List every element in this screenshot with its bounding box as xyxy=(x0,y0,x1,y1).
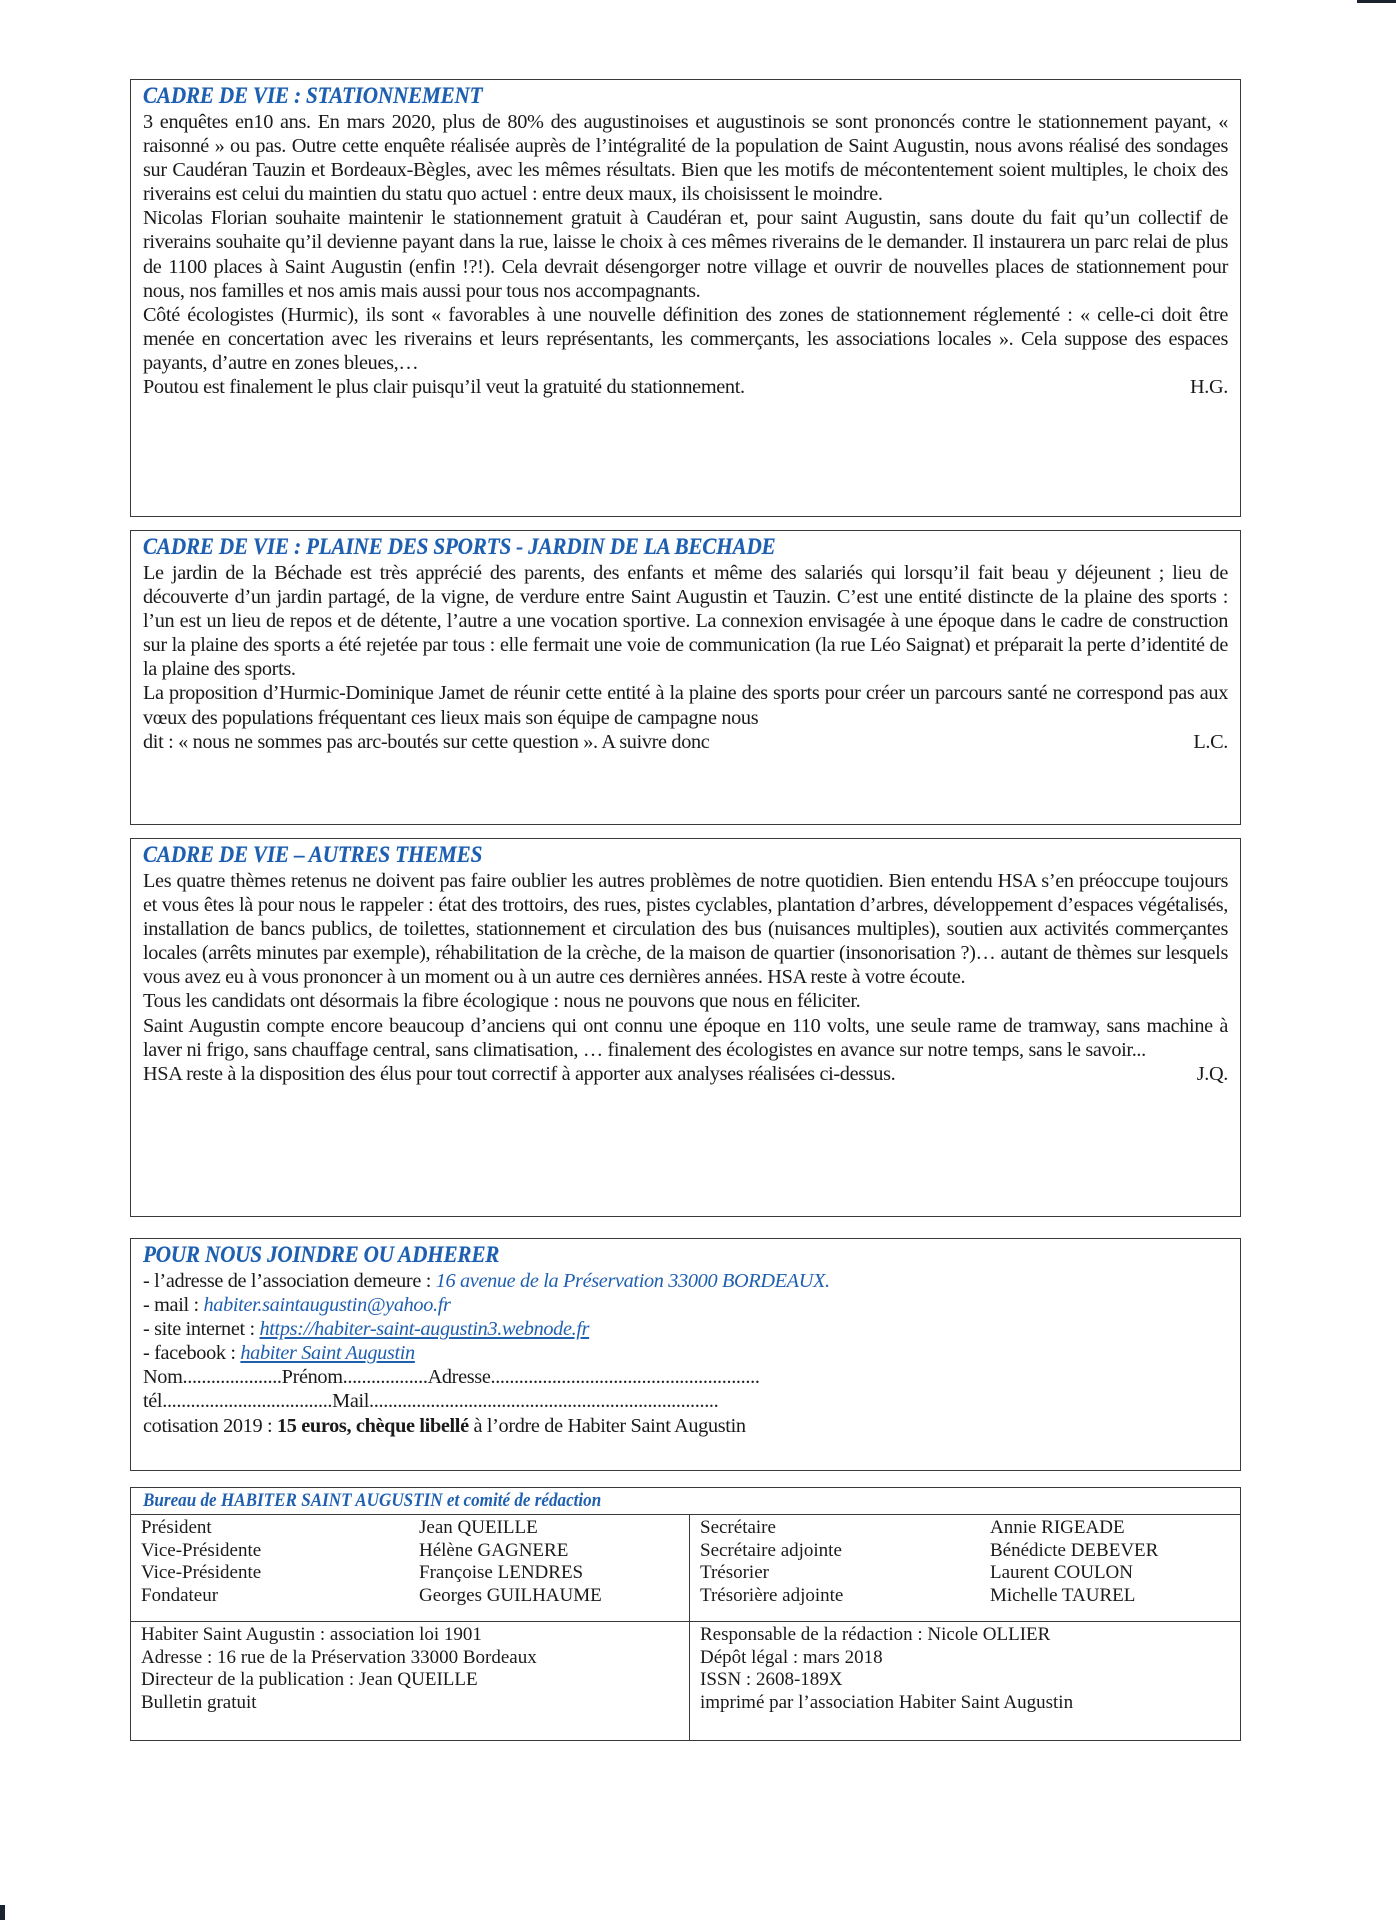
members-section xyxy=(131,1515,1240,1622)
member-row xyxy=(700,1562,1230,1585)
membership-form-line-1: Nom.....................Prénom..................Adresse......................................................... xyxy=(143,1366,760,1389)
bureau-title-text: Bureau de HABITER SAINT AUGUSTIN et comité de rédaction xyxy=(143,1490,602,1511)
closing-line xyxy=(143,730,1228,754)
info-line: Adresse : 16 rue de la Préservation 33000 Bordeaux xyxy=(141,1646,537,1668)
info-line: imprimé par l’association Habiter Saint Augustin xyxy=(700,1691,1074,1713)
section-title: CADRE DE VIE – AUTRES THEMES xyxy=(143,842,483,867)
paragraph: Saint Augustin compte encore beaucoup d’anciens qui ont connu une époque en 110 volts, une seule rame de tramway, sans machine à laver ni frigo, sans chauffage central, sans climatisation, … finalement des écologistes en avance sur notre temps, sans le savoir... xyxy=(143,1014,1228,1061)
closing-line xyxy=(143,1062,1228,1086)
author-signature: J.Q. xyxy=(1196,1062,1228,1085)
closing-text: dit : « nous ne sommes pas arc-boutés sur cette question ». A suivre donc xyxy=(143,730,710,753)
author-signature: L.C. xyxy=(1193,730,1228,753)
paragraph: Les quatre thèmes retenus ne doivent pas faire oublier les autres problèmes de notre quotidien. Bien entendu HSA s’en préoccupe toujours et vous êtes là pour nous le rappeler : état des trottoirs, des rues, pistes cyclables, plantation d’arbres, développement d’espaces végétalisés, installation de bancs publics, de toilettes, stationnement et circulation des bus (nuisances multiples), soutien aux activités commerçantes locales (arrêts minutes par exemple), réhabilitation de la crèche, de la maison de quartier (insonorisation ?)… autant de thèmes sur lesquels vous avez eu à vous prononcer à un moment ou à un autre ces dernières années. HSA reste à votre écoute. xyxy=(143,870,1228,989)
member-role: Président xyxy=(141,1517,212,1538)
member-role: Vice-Présidente xyxy=(141,1562,262,1583)
member-row xyxy=(141,1517,679,1540)
address-label: - l’adresse de l’association demeure : xyxy=(143,1270,436,1292)
bureau-table xyxy=(130,1487,1241,1741)
author-signature: H.G. xyxy=(1189,376,1228,399)
paragraph: Nicolas Florian souhaite maintenir le stationnement gratuit à Caudéran et, pour saint Augustin, sans doute du fait qu’un collectif de riverains souhaite qu’il devienne payant dans la rue, laisse le choix à ces mêmes riverains de le demander. Il instaurera un parc relai de plus de 1100 places à Saint Augustin (enfin !?!). Cela devrait désengorger notre village et ouvrir de nouvelles places de stationnement pour nous, nos familles et nos amis mais aussi pour tous nos accompagnants. xyxy=(143,207,1228,302)
member-row xyxy=(700,1540,1230,1563)
publication-info-section xyxy=(131,1622,1240,1740)
paragraph: 3 enquêtes en10 ans. En mars 2020, plus de 80% des augustinoises et augustinois se sont prononcés contre le stationnement payant, « raisonné » ou pas. Outre cette enquête réalisée auprès de l’intégralité de la population de Saint Augustin, nous avons réalisé des sondages sur Caudéran Tauzin et Bordeaux-Bègles, avec les mêmes résultats. Bien que les motifs de mécontentement soient multiples, le choix des riverains est celui du maintien du statu quo actuel : entre deux maux, ils choisissent le moindre. xyxy=(143,111,1228,206)
closing-text: HSA reste à la disposition des élus pour tout correctif à apporter aux analyses réalisées ci-dessus. xyxy=(143,1062,896,1085)
section-autres-themes xyxy=(130,838,1241,1217)
contact-section xyxy=(130,1238,1241,1471)
section-title: POUR NOUS JOINDRE OU ADHERER xyxy=(143,1242,500,1267)
paragraph: Tous les candidats ont désormais la fibre écologique : nous ne pouvons que nous en féliciter. xyxy=(143,990,861,1013)
section-plaine-des-sports xyxy=(130,530,1241,825)
member-row xyxy=(700,1585,1230,1608)
member-role: Trésorier xyxy=(700,1562,769,1583)
member-name: Jean QUEILLE xyxy=(419,1517,538,1538)
site-line xyxy=(143,1317,1228,1341)
member-name: Michelle TAUREL xyxy=(990,1584,1136,1606)
scan-corner-mark-bottom xyxy=(0,1905,5,1920)
mail-label: - mail : xyxy=(143,1294,204,1317)
site-label: - site internet : xyxy=(143,1318,260,1341)
fee-amount: 15 euros, chèque libellé xyxy=(276,1414,469,1437)
info-line: Bulletin gratuit xyxy=(141,1691,257,1713)
member-role: Fondateur xyxy=(141,1584,219,1606)
bureau-title xyxy=(131,1488,1240,1515)
info-left-column xyxy=(131,1622,690,1740)
info-line: Directeur de la publication : Jean QUEILLE xyxy=(141,1669,478,1690)
closing-text: Poutou est finalement le plus clair puisqu’il veut la gratuité du stationnement. xyxy=(143,376,745,399)
mail-link[interactable]: habiter.saintaugustin@yahoo.fr xyxy=(203,1294,451,1317)
paragraph: Côté écologistes (Hurmic), ils sont « favorables à une nouvelle définition des zones de stationnement réglementé : « celle-ci doit être menée en concertation avec les riverains et leurs représentants, les commerçants, les associations locales ». Cela suppose des espaces payants, d’autre en zones bleues,… xyxy=(143,303,1228,374)
info-right-column xyxy=(690,1622,1240,1740)
member-row xyxy=(700,1517,1230,1540)
info-line: Responsable de la rédaction : Nicole OLLIER xyxy=(700,1624,1051,1645)
facebook-line xyxy=(143,1341,1228,1365)
mail-line xyxy=(143,1293,1228,1317)
fee-line xyxy=(143,1414,1228,1438)
paragraph: La proposition d’Hurmic-Dominique Jamet de réunir cette entité à la plaine des sports pour créer un parcours santé ne correspond pas aux vœux des populations fréquentant ces lieux mais son équipe de campagne nous xyxy=(143,682,1228,729)
address-value: 16 avenue de la Préservation 33000 BORDEAUX. xyxy=(435,1270,830,1292)
member-name: Hélène GAGNERE xyxy=(419,1539,569,1561)
facebook-link[interactable]: habiter Saint Augustin xyxy=(240,1342,415,1365)
member-role: Secrétaire adjointe xyxy=(700,1539,842,1561)
info-line: Habiter Saint Augustin : association loi 1901 xyxy=(141,1624,482,1645)
fee-prefix: cotisation 2019 : xyxy=(143,1414,277,1437)
member-name: Georges GUILHAUME xyxy=(419,1584,602,1606)
members-left-column xyxy=(131,1515,690,1621)
section-title: CADRE DE VIE : PLAINE DES SPORTS - JARDIN DE LA BECHADE xyxy=(143,534,776,559)
info-line: Dépôt légal : mars 2018 xyxy=(700,1646,883,1668)
section-stationnement xyxy=(130,79,1241,517)
member-role: Vice-Présidente xyxy=(141,1539,262,1561)
section-title: CADRE DE VIE : STATIONNEMENT xyxy=(143,83,483,108)
website-link[interactable]: https://habiter-saint-augustin3.webnode.fr xyxy=(259,1318,590,1341)
fee-suffix: à l’ordre de Habiter Saint Augustin xyxy=(468,1414,746,1437)
closing-line xyxy=(143,375,1228,399)
member-role: Secrétaire xyxy=(700,1517,776,1538)
member-role: Trésorière adjointe xyxy=(700,1584,844,1606)
membership-form-line-2: tél....................................Mail.......................................................................... xyxy=(143,1390,719,1413)
member-name: Françoise LENDRES xyxy=(419,1562,584,1583)
facebook-label: - facebook : xyxy=(143,1342,241,1365)
member-name: Annie RIGEADE xyxy=(990,1517,1125,1538)
members-right-column xyxy=(690,1515,1240,1621)
member-row xyxy=(141,1562,679,1585)
member-name: Bénédicte DEBEVER xyxy=(990,1539,1159,1561)
member-row xyxy=(141,1585,679,1608)
info-line: ISSN : 2608-189X xyxy=(700,1669,843,1690)
paragraph: Le jardin de la Béchade est très apprécié des parents, des enfants et même des salariés qui lorsqu’il fait beau y déjeunent ; lieu de découverte d’un jardin partagé, de la vigne, de verdure entre Saint Augustin et Tauzin. C’est une entité distincte de la plaine des sports : l’un est un lieu de repos et de détente, l’autre a une vocation sportive. La connexion envisagée à une époque dans le cadre de construction sur la plaine des sports a été rejetée par tous : elle fermait une voie de communication (la rue Léo Saignat) et préparait la perte d’identité de la plaine des sports. xyxy=(143,562,1228,681)
scan-corner-mark xyxy=(1357,0,1396,3)
member-row xyxy=(141,1540,679,1563)
member-name: Laurent COULON xyxy=(990,1562,1133,1583)
address-line xyxy=(143,1269,1228,1293)
